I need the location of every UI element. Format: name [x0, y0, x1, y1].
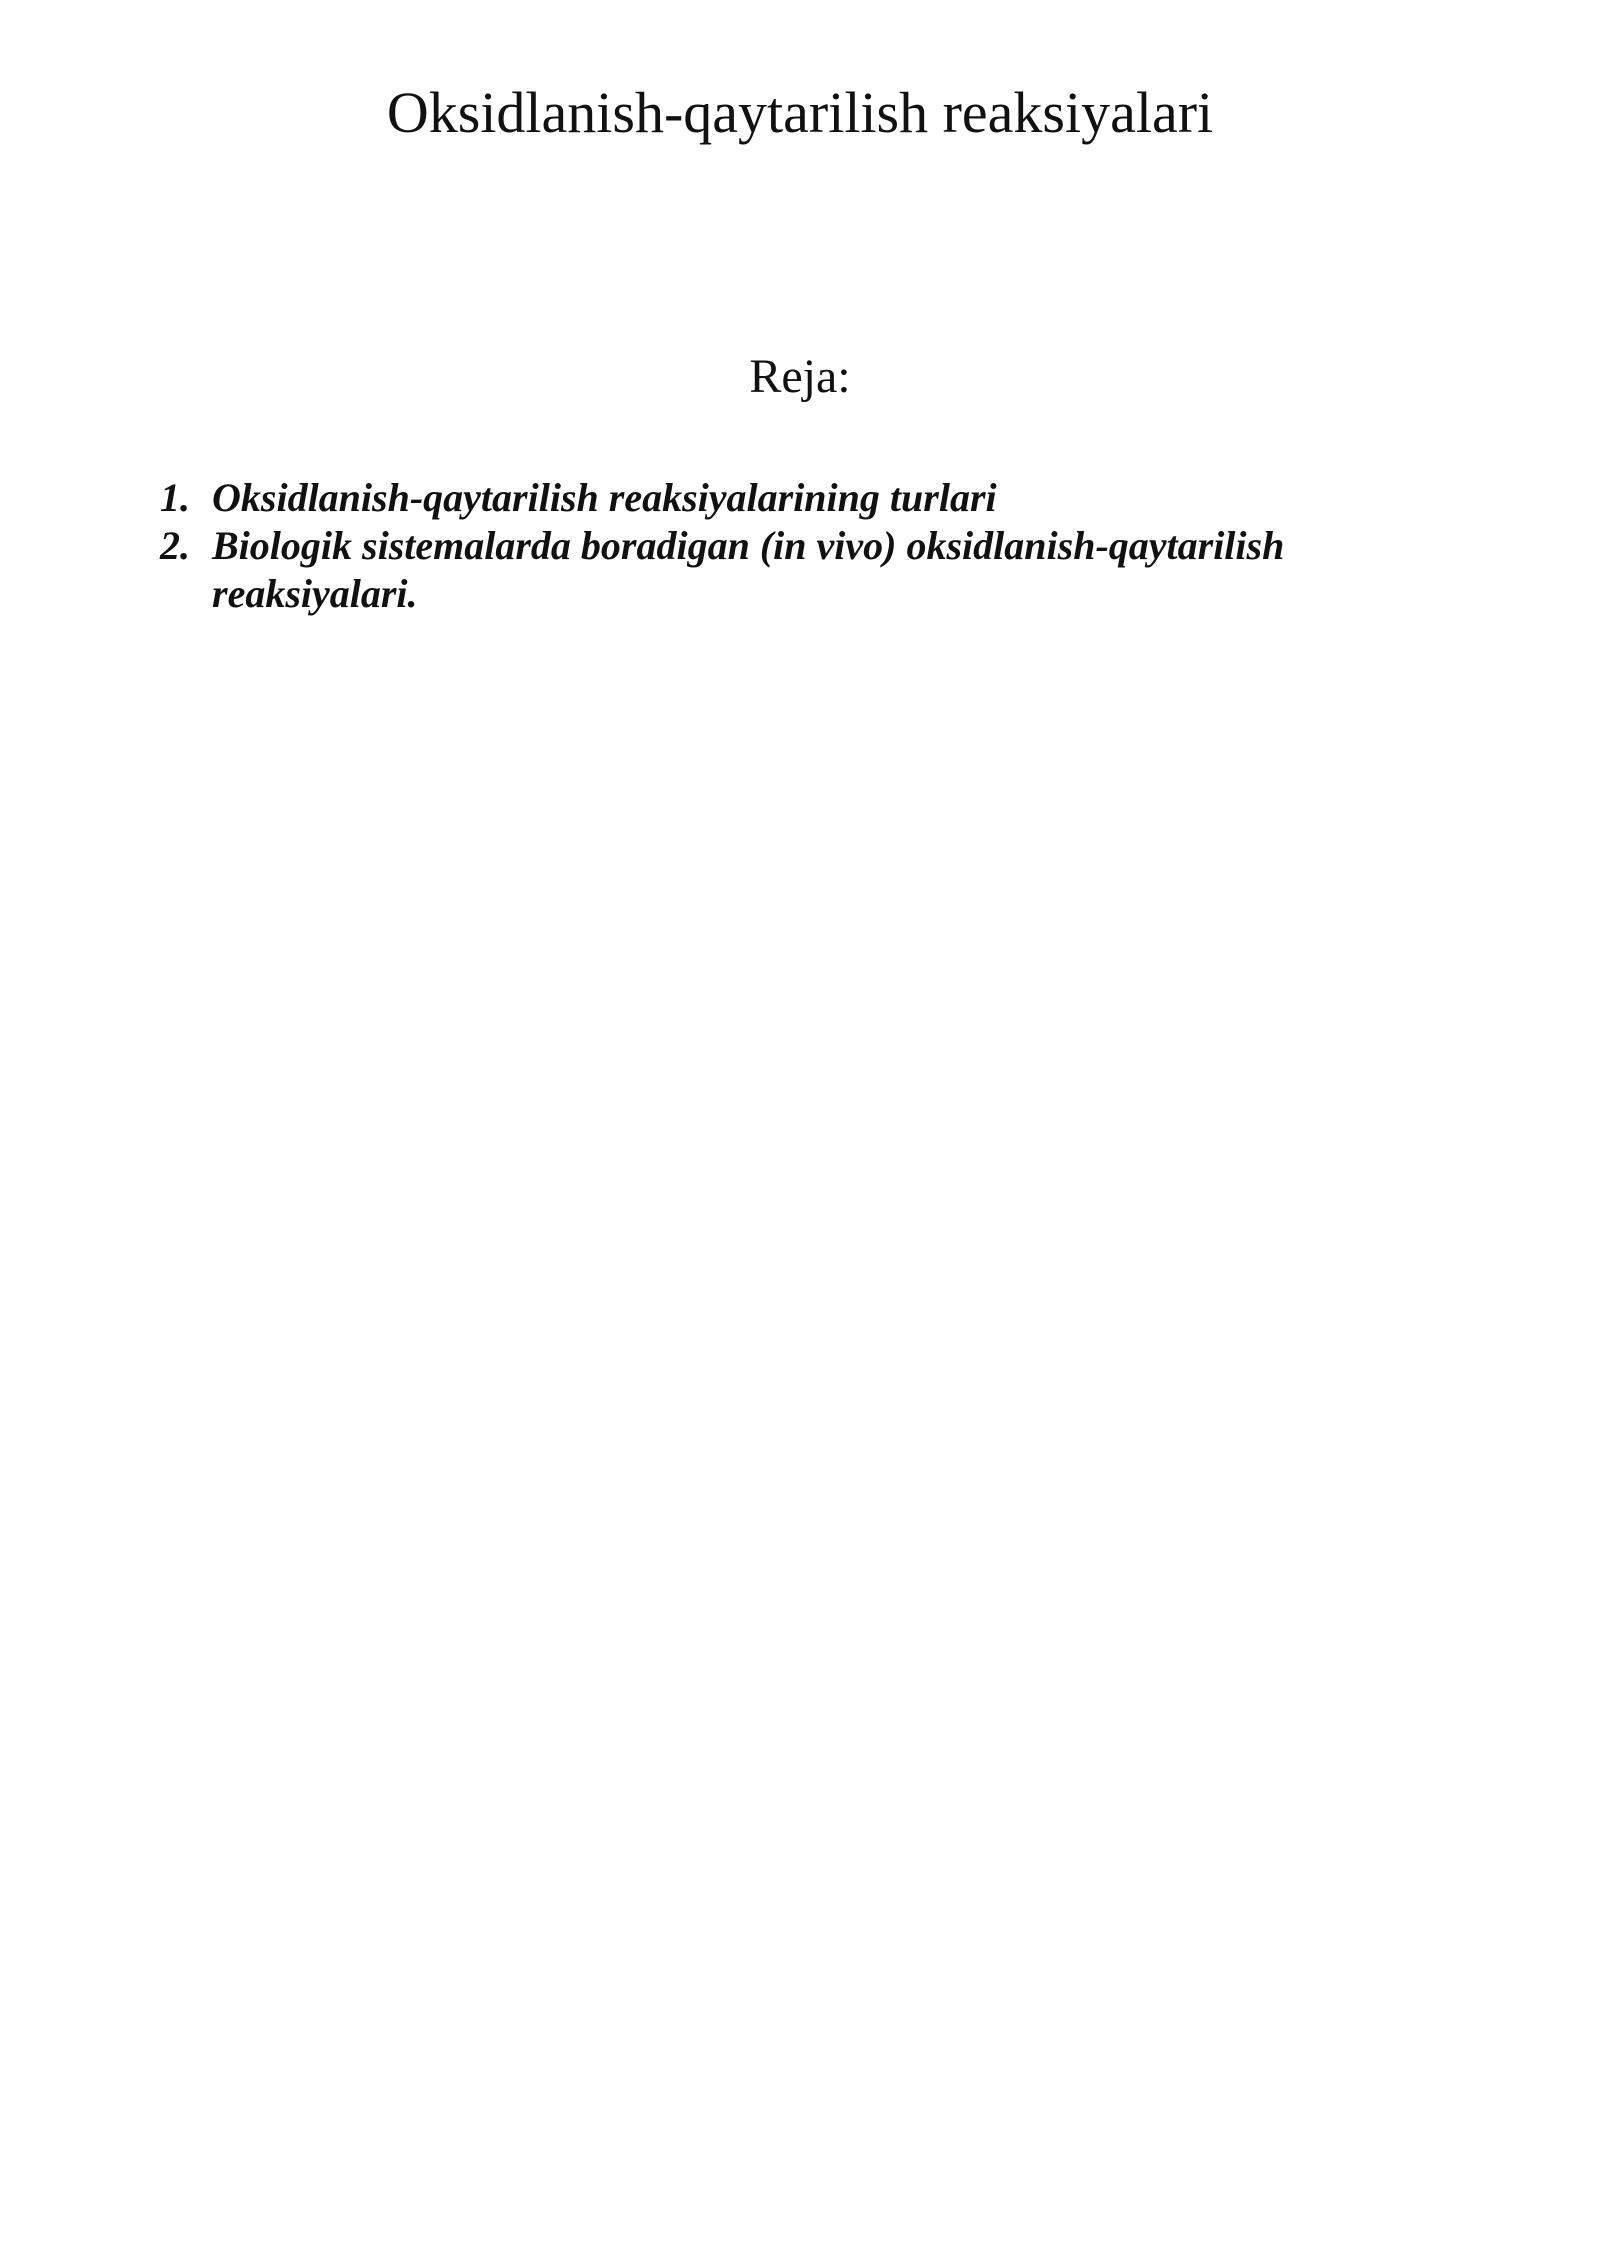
plan-item [160, 474, 1400, 522]
plan-item-text: Oksidlanish-qaytarilish reaksiyalarining turlari [212, 475, 997, 520]
plan-item-text: Biologik sistemalarda boradigan (in vivo) oksidlanish-qaytarilish reaksiyalari. [212, 523, 1285, 616]
plan-item-number: 1. [160, 475, 190, 520]
plan-list [160, 474, 1400, 618]
plan-item-number: 2. [160, 523, 190, 568]
plan-heading: Reja: [749, 350, 851, 403]
document-title: Oksidlanish-qaytarilish reaksiyalari [386, 80, 1214, 145]
plan-item [160, 522, 1400, 618]
